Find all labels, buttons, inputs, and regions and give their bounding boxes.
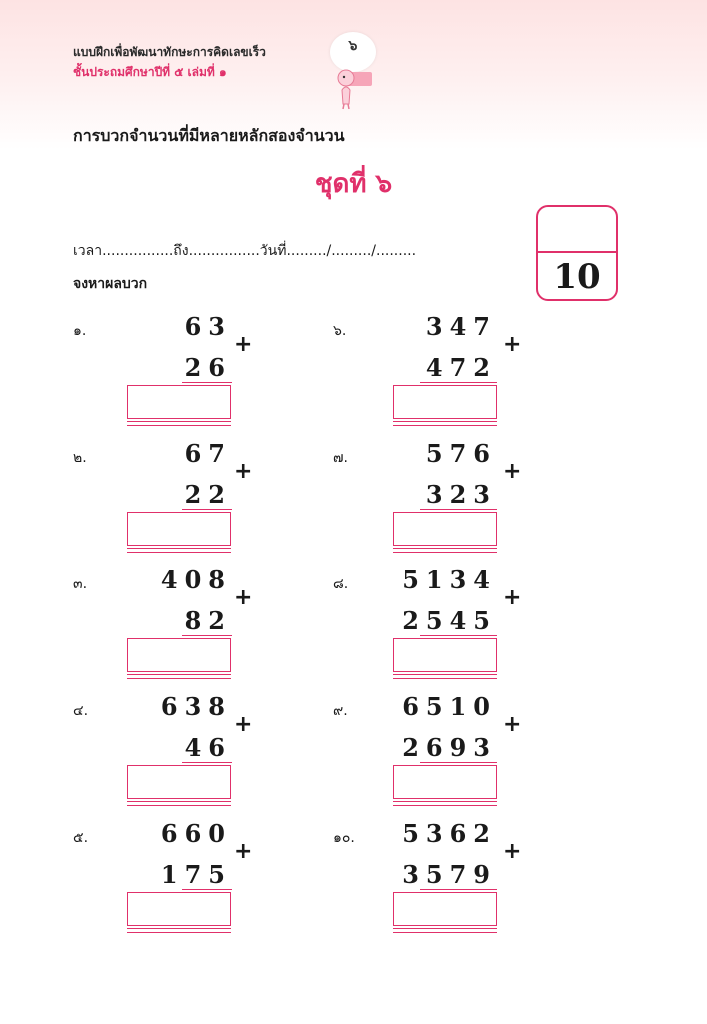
plus-sign: + xyxy=(503,839,522,864)
addend-top: 576 xyxy=(425,439,497,468)
sum-line xyxy=(182,509,232,510)
answer-box[interactable] xyxy=(127,892,231,926)
sum-line xyxy=(420,762,497,763)
answer-box[interactable] xyxy=(393,638,497,672)
plus-sign: + xyxy=(503,712,522,737)
sum-line xyxy=(420,889,497,890)
answer-double-underline xyxy=(393,548,497,553)
problem-number: ๒. xyxy=(73,450,87,466)
problem-number: ๑๐. xyxy=(333,830,355,846)
sum-line xyxy=(182,762,232,763)
addend-bottom: 26 xyxy=(184,353,232,382)
addend-bottom: 82 xyxy=(184,606,232,635)
sum-line xyxy=(182,382,232,383)
problem-number: ๑. xyxy=(73,323,87,339)
plus-sign: + xyxy=(234,459,253,484)
time-date-line: เวลา................ถึง................วันที่........./........./......... xyxy=(73,243,417,259)
addend-top: 67 xyxy=(184,439,232,468)
plus-sign: + xyxy=(503,332,522,357)
sum-line xyxy=(420,635,497,636)
answer-double-underline xyxy=(127,674,231,679)
sum-line xyxy=(182,889,232,890)
addend-top: 638 xyxy=(160,692,232,721)
plus-sign: + xyxy=(503,459,522,484)
answer-double-underline xyxy=(127,928,231,933)
problem-number: ๔. xyxy=(73,703,89,719)
addend-top: 5362 xyxy=(402,819,497,848)
addend-bottom: 2693 xyxy=(402,733,497,762)
answer-box[interactable] xyxy=(127,512,231,546)
answer-double-underline xyxy=(393,928,497,933)
answer-box[interactable] xyxy=(393,385,497,419)
topic-heading: การบวกจำนวนที่มีหลายหลักสองจำนวน xyxy=(73,126,345,145)
problem-number: ๓. xyxy=(73,576,88,592)
answer-box[interactable] xyxy=(127,765,231,799)
mascot-icon xyxy=(332,60,376,110)
sum-line xyxy=(420,382,497,383)
addend-top: 5134 xyxy=(402,565,497,594)
addend-top: 347 xyxy=(425,312,497,341)
score-divider xyxy=(538,251,616,253)
answer-double-underline xyxy=(393,801,497,806)
score-box xyxy=(536,205,618,301)
set-title: ชุดที่ ๖ xyxy=(314,169,393,199)
sum-line xyxy=(182,635,232,636)
addend-bottom: 22 xyxy=(184,480,232,509)
answer-box[interactable] xyxy=(127,385,231,419)
answer-box[interactable] xyxy=(393,892,497,926)
page-number: ๖ xyxy=(330,32,376,72)
addend-top: 660 xyxy=(160,819,232,848)
addend-bottom: 46 xyxy=(184,733,232,762)
book-subtitle: ชั้นประถมศึกษาปีที่ ๕ เล่มที่ ๑ xyxy=(73,65,227,79)
addend-top: 6510 xyxy=(402,692,497,721)
addend-top: 63 xyxy=(184,312,232,341)
problem-number: ๗. xyxy=(333,450,348,466)
problem-number: ๕. xyxy=(73,830,89,846)
problem-number: ๖. xyxy=(333,323,347,339)
instruction: จงหาผลบวก xyxy=(73,276,148,292)
book-title: แบบฝึกเพื่อพัฒนาทักษะการคิดเลขเร็ว xyxy=(73,45,266,59)
answer-box[interactable] xyxy=(393,765,497,799)
problem-number: ๙. xyxy=(333,703,348,719)
plus-sign: + xyxy=(234,332,253,357)
answer-box[interactable] xyxy=(393,512,497,546)
answer-double-underline xyxy=(127,548,231,553)
plus-sign: + xyxy=(234,712,253,737)
addend-top: 408 xyxy=(160,565,232,594)
addend-bottom: 472 xyxy=(425,353,497,382)
answer-double-underline xyxy=(127,421,231,426)
answer-box[interactable] xyxy=(127,638,231,672)
plus-sign: + xyxy=(234,839,253,864)
addend-bottom: 175 xyxy=(160,860,232,889)
addend-bottom: 3579 xyxy=(402,860,497,889)
score-total: 10 xyxy=(553,257,601,297)
answer-double-underline xyxy=(393,421,497,426)
sum-line xyxy=(420,509,497,510)
addend-bottom: 2545 xyxy=(402,606,497,635)
plus-sign: + xyxy=(234,585,253,610)
answer-double-underline xyxy=(127,801,231,806)
plus-sign: + xyxy=(503,585,522,610)
answer-double-underline xyxy=(393,674,497,679)
problem-number: ๘. xyxy=(333,576,349,592)
addend-bottom: 323 xyxy=(425,480,497,509)
